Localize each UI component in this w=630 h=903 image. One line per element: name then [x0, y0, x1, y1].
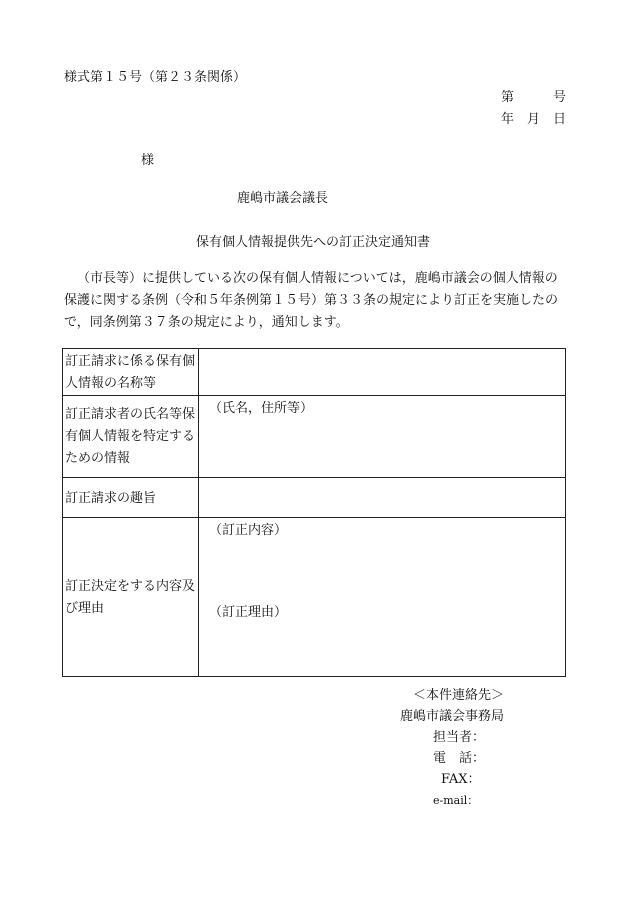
row-label	[63, 396, 199, 478]
label-line: 訂正決定をする内容及	[65, 579, 196, 594]
row-value[interactable]	[199, 518, 566, 677]
contact-info	[400, 685, 504, 811]
table-row	[63, 349, 566, 396]
body-line: で，同条例第３７条の規定により，通知します。	[64, 315, 349, 330]
addressee-honorific: 様	[141, 153, 155, 168]
row-label	[63, 349, 199, 396]
sender-name: 鹿嶋市議会議長	[237, 191, 329, 206]
label-line: 訂正請求に係る保有個	[65, 354, 196, 369]
contact-phone-label: 電 話：	[433, 751, 486, 766]
document-title: 保有個人情報提供先への訂正決定通知書	[196, 235, 431, 250]
value-note: （氏名，住所等）	[209, 401, 314, 416]
row-value[interactable]	[199, 396, 566, 478]
value-note: （訂正理由）	[209, 605, 288, 620]
contact-person-label: 担当者：	[433, 730, 486, 745]
label-line: ための情報	[65, 451, 131, 466]
form-number: 様式第１５号（第２３条関係）	[64, 70, 247, 85]
table-row	[63, 518, 566, 677]
row-value[interactable]	[199, 349, 566, 396]
label-line: 有個人情報を特定する	[65, 429, 196, 444]
label-line: 人情報の名称等	[65, 376, 157, 391]
document-number: 第 号	[500, 90, 566, 105]
document-date: 年 月 日	[500, 112, 566, 127]
body-line: 保護に関する条例（令和５年条例第１５号）第３３条の規定により訂正を実施したの	[64, 293, 559, 308]
body-line: （市長等）に提供している次の保有個人情報については，鹿嶋市議会の個人情報の	[77, 271, 558, 286]
table-row	[63, 478, 566, 518]
label-line: び理由	[65, 601, 105, 616]
correction-info-table	[62, 348, 566, 677]
contact-header: ＜本件連絡先＞	[413, 688, 505, 703]
label-line: 訂正請求者の氏名等保	[65, 407, 196, 422]
label-line: 訂正請求の趣旨	[65, 490, 157, 506]
row-label	[63, 518, 199, 677]
value-note: （訂正内容）	[209, 523, 288, 538]
notice-body	[64, 268, 569, 334]
row-value[interactable]	[199, 478, 566, 518]
table-row	[63, 396, 566, 478]
contact-email-label: e-mail：	[433, 794, 479, 807]
row-label	[63, 478, 199, 518]
contact-organization: 鹿嶋市議会事務局	[400, 709, 505, 724]
contact-fax-label: FAX：	[441, 772, 481, 787]
